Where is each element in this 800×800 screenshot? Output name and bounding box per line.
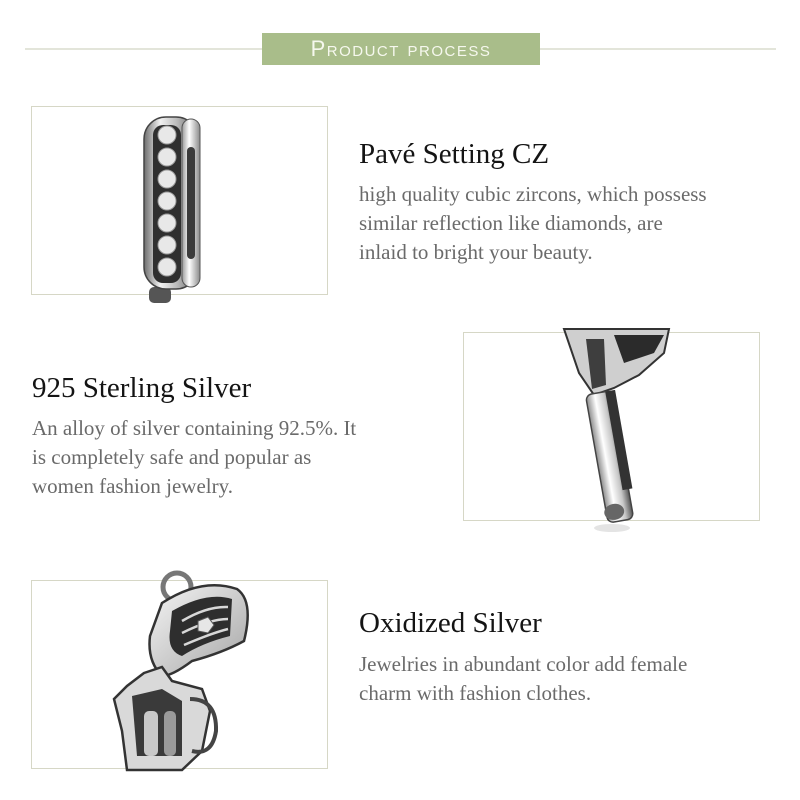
feature-description-line: is completely safe and popular as (32, 445, 312, 469)
section-header-title: Product process (310, 36, 492, 61)
feature-description-line: inlaid to bright your beauty. (359, 240, 593, 264)
feature-image-frame-3 (31, 580, 328, 769)
feature-title-1: Pavé Setting CZ (359, 138, 550, 170)
revolver-barrel-charm-image (464, 333, 761, 533)
feature-image-frame-1 (31, 106, 328, 295)
feature-description-line: high quality cubic zircons, which possess (359, 182, 707, 206)
feature-description-1 (359, 180, 707, 267)
section-header-badge (262, 33, 540, 65)
feature-description-3 (359, 650, 687, 708)
feature-description-2 (32, 414, 356, 501)
revolver-grip-charm-image (32, 581, 329, 770)
feature-description-line: similar reflection like diamonds, are (359, 211, 663, 235)
feature-description-line: An alloy of silver containing 92.5%. It (32, 416, 357, 440)
feature-description-line: women fashion jewelry. (32, 474, 233, 498)
feature-title-3: Oxidized Silver (359, 607, 542, 639)
feature-description-line: Jewelries in abundant color add female (359, 652, 688, 676)
feature-image-frame-2 (463, 332, 760, 521)
feature-description-line: charm with fashion clothes. (359, 681, 592, 705)
feature-title-2: 925 Sterling Silver (32, 372, 252, 404)
pave-spacer-charm-image (32, 107, 329, 307)
